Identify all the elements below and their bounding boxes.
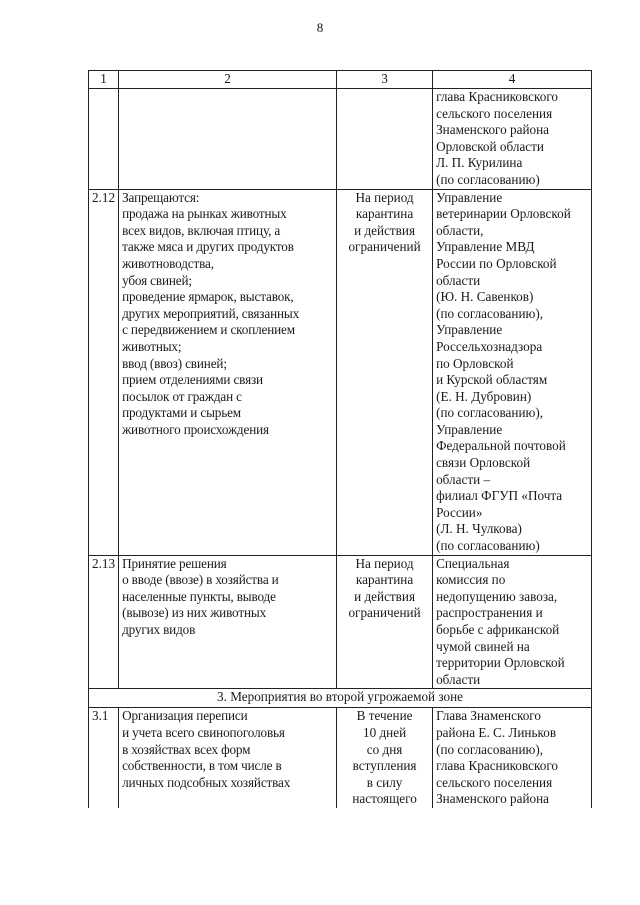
section-heading: 3. Мероприятия во второй угрожаемой зоне [89, 689, 592, 708]
responsible-line: чумой свиней на [436, 638, 530, 654]
measure-cell [119, 189, 337, 555]
responsible-line: Управление [436, 421, 503, 437]
responsible-line: области, [436, 222, 484, 238]
responsible-line: Специальная [436, 555, 510, 571]
header-col-3: 3 [337, 71, 433, 89]
measure-line: собственности, в том числе в [122, 758, 282, 774]
table-row [89, 189, 592, 555]
measure-line: Организация переписи [122, 708, 248, 724]
responsible-line: (по согласованию), [436, 305, 544, 321]
responsible-line: связи Орловской [436, 455, 531, 471]
period-line: 10 дней [362, 724, 407, 740]
responsible-cell [433, 189, 592, 555]
responsible-line: России по Орловской [436, 255, 557, 271]
item-number: 3.1 [89, 708, 119, 808]
responsible-line: (по согласованию) [436, 538, 540, 554]
period-line: со дня [366, 741, 403, 757]
period-line: ограничений [348, 239, 421, 255]
section-heading-row [89, 689, 592, 708]
measure-line: о вводе (ввозе) в хозяйства и [122, 572, 279, 588]
responsible-line: по Орловской [436, 355, 514, 371]
responsible-line: области [436, 272, 481, 288]
item-number: 2.12 [89, 189, 119, 555]
responsible-line: глава Красниковского [436, 89, 559, 104]
responsible-line: области [436, 671, 481, 687]
measure-line: в хозяйствах всех форм [122, 741, 251, 757]
responsible-line: и Курской областям [436, 372, 548, 388]
responsible-cell [433, 89, 592, 190]
measure-line: прием отделениями связи [122, 372, 263, 388]
responsible-line: Управление [436, 322, 503, 338]
period-line: На период [355, 555, 414, 571]
measure-line: с передвижением и скоплением [122, 322, 295, 338]
measure-line: других мероприятий, связанных [122, 305, 300, 321]
period-cell [337, 189, 433, 555]
measure-line: животных; [122, 338, 182, 354]
responsible-line: Управление МВД [436, 239, 535, 255]
measure-line: животного происхождения [122, 421, 269, 437]
responsible-line: Россельхознадзора [436, 338, 543, 354]
measure-line: и учета всего свинопоголовья [122, 724, 285, 740]
period-line: карантина [355, 572, 414, 588]
responsible-line: (Е. Н. Дубровин) [436, 388, 532, 404]
measure-cell [119, 89, 337, 190]
responsible-line: Федеральной почтовой [436, 438, 566, 454]
responsible-line: комиссия по [436, 572, 506, 588]
measure-line: продажа на рынках животных [122, 206, 287, 222]
responsible-line: Управление [436, 189, 503, 205]
header-col-2: 2 [119, 71, 337, 89]
responsible-line: филиал ФГУП «Почта [436, 488, 563, 504]
responsible-line: Знаменского района [436, 122, 550, 138]
period-line: и действия [354, 588, 416, 604]
table-row [89, 89, 592, 190]
responsible-line: сельского поселения [436, 105, 553, 121]
responsible-line: (Л. Н. Чулкова) [436, 521, 522, 537]
period-cell [337, 708, 433, 808]
period-line: На период [355, 189, 414, 205]
header-row [89, 71, 592, 89]
table-row [89, 708, 592, 808]
period-line: настоящего [352, 791, 417, 807]
responsible-line: Глава Знаменского [436, 708, 541, 724]
responsible-line: (по согласованию) [436, 171, 540, 187]
header-col-1: 1 [89, 71, 119, 89]
page-number: 8 [316, 20, 324, 35]
measure-line: проведение ярмарок, выставок, [122, 289, 294, 305]
item-number: 2.13 [89, 555, 119, 689]
measure-line: продуктами и сырьем [122, 405, 241, 421]
period-line: вступления [352, 758, 417, 774]
measure-line: других видов [122, 622, 196, 637]
header-col-4: 4 [433, 71, 592, 89]
measure-line: убоя свиней; [122, 272, 192, 288]
responsible-cell [433, 708, 592, 808]
responsible-line: Знаменского района [436, 791, 550, 807]
responsible-line: (по согласованию), [436, 741, 544, 757]
measure-line: населенные пункты, выводе [122, 588, 276, 604]
period-cell [337, 89, 433, 190]
measure-line: посылок от граждан с [122, 388, 242, 404]
measures-table [88, 70, 592, 808]
responsible-line: (по согласованию), [436, 405, 544, 421]
period-cell [337, 555, 433, 689]
responsible-line: района Е. С. Линьков [436, 724, 557, 740]
period-line: ограничений [348, 605, 421, 621]
responsible-line: территории Орловской [436, 655, 565, 671]
measure-line: ввод (ввоз) свиней; [122, 355, 227, 371]
period-line: В течение [356, 708, 413, 724]
measure-line: всех видов, включая птицу, а [122, 222, 281, 238]
period-line: в силу [366, 774, 403, 790]
responsible-line: распространения и [436, 605, 543, 621]
measure-line: животноводства, [122, 255, 214, 271]
measure-line: Принятие решения [122, 555, 227, 571]
responsible-line: сельского поселения [436, 774, 553, 790]
responsible-line: борьбе с африканской [436, 622, 560, 637]
measure-line: также мяса и других продуктов [122, 239, 294, 255]
period-line: карантина [355, 206, 414, 222]
responsible-line: области – [436, 471, 491, 487]
measure-cell [119, 555, 337, 689]
table-row [89, 555, 592, 689]
measure-line: Запрещаются: [122, 189, 200, 205]
measure-line: личных подсобных хозяйствах [122, 774, 291, 790]
responsible-line: России» [436, 504, 483, 520]
responsible-line: Л. П. Курилина [436, 155, 523, 171]
responsible-cell [433, 555, 592, 689]
responsible-line: Орловской области [436, 138, 544, 154]
responsible-line: глава Красниковского [436, 758, 559, 774]
responsible-line: недопущению завоза, [436, 588, 558, 604]
period-line: и действия [354, 222, 416, 238]
responsible-line: (Ю. Н. Савенков) [436, 289, 534, 305]
responsible-line: ветеринарии Орловской [436, 206, 571, 222]
measure-line: (вывозе) из них животных [122, 605, 267, 621]
item-number [89, 89, 119, 190]
measure-cell [119, 708, 337, 808]
